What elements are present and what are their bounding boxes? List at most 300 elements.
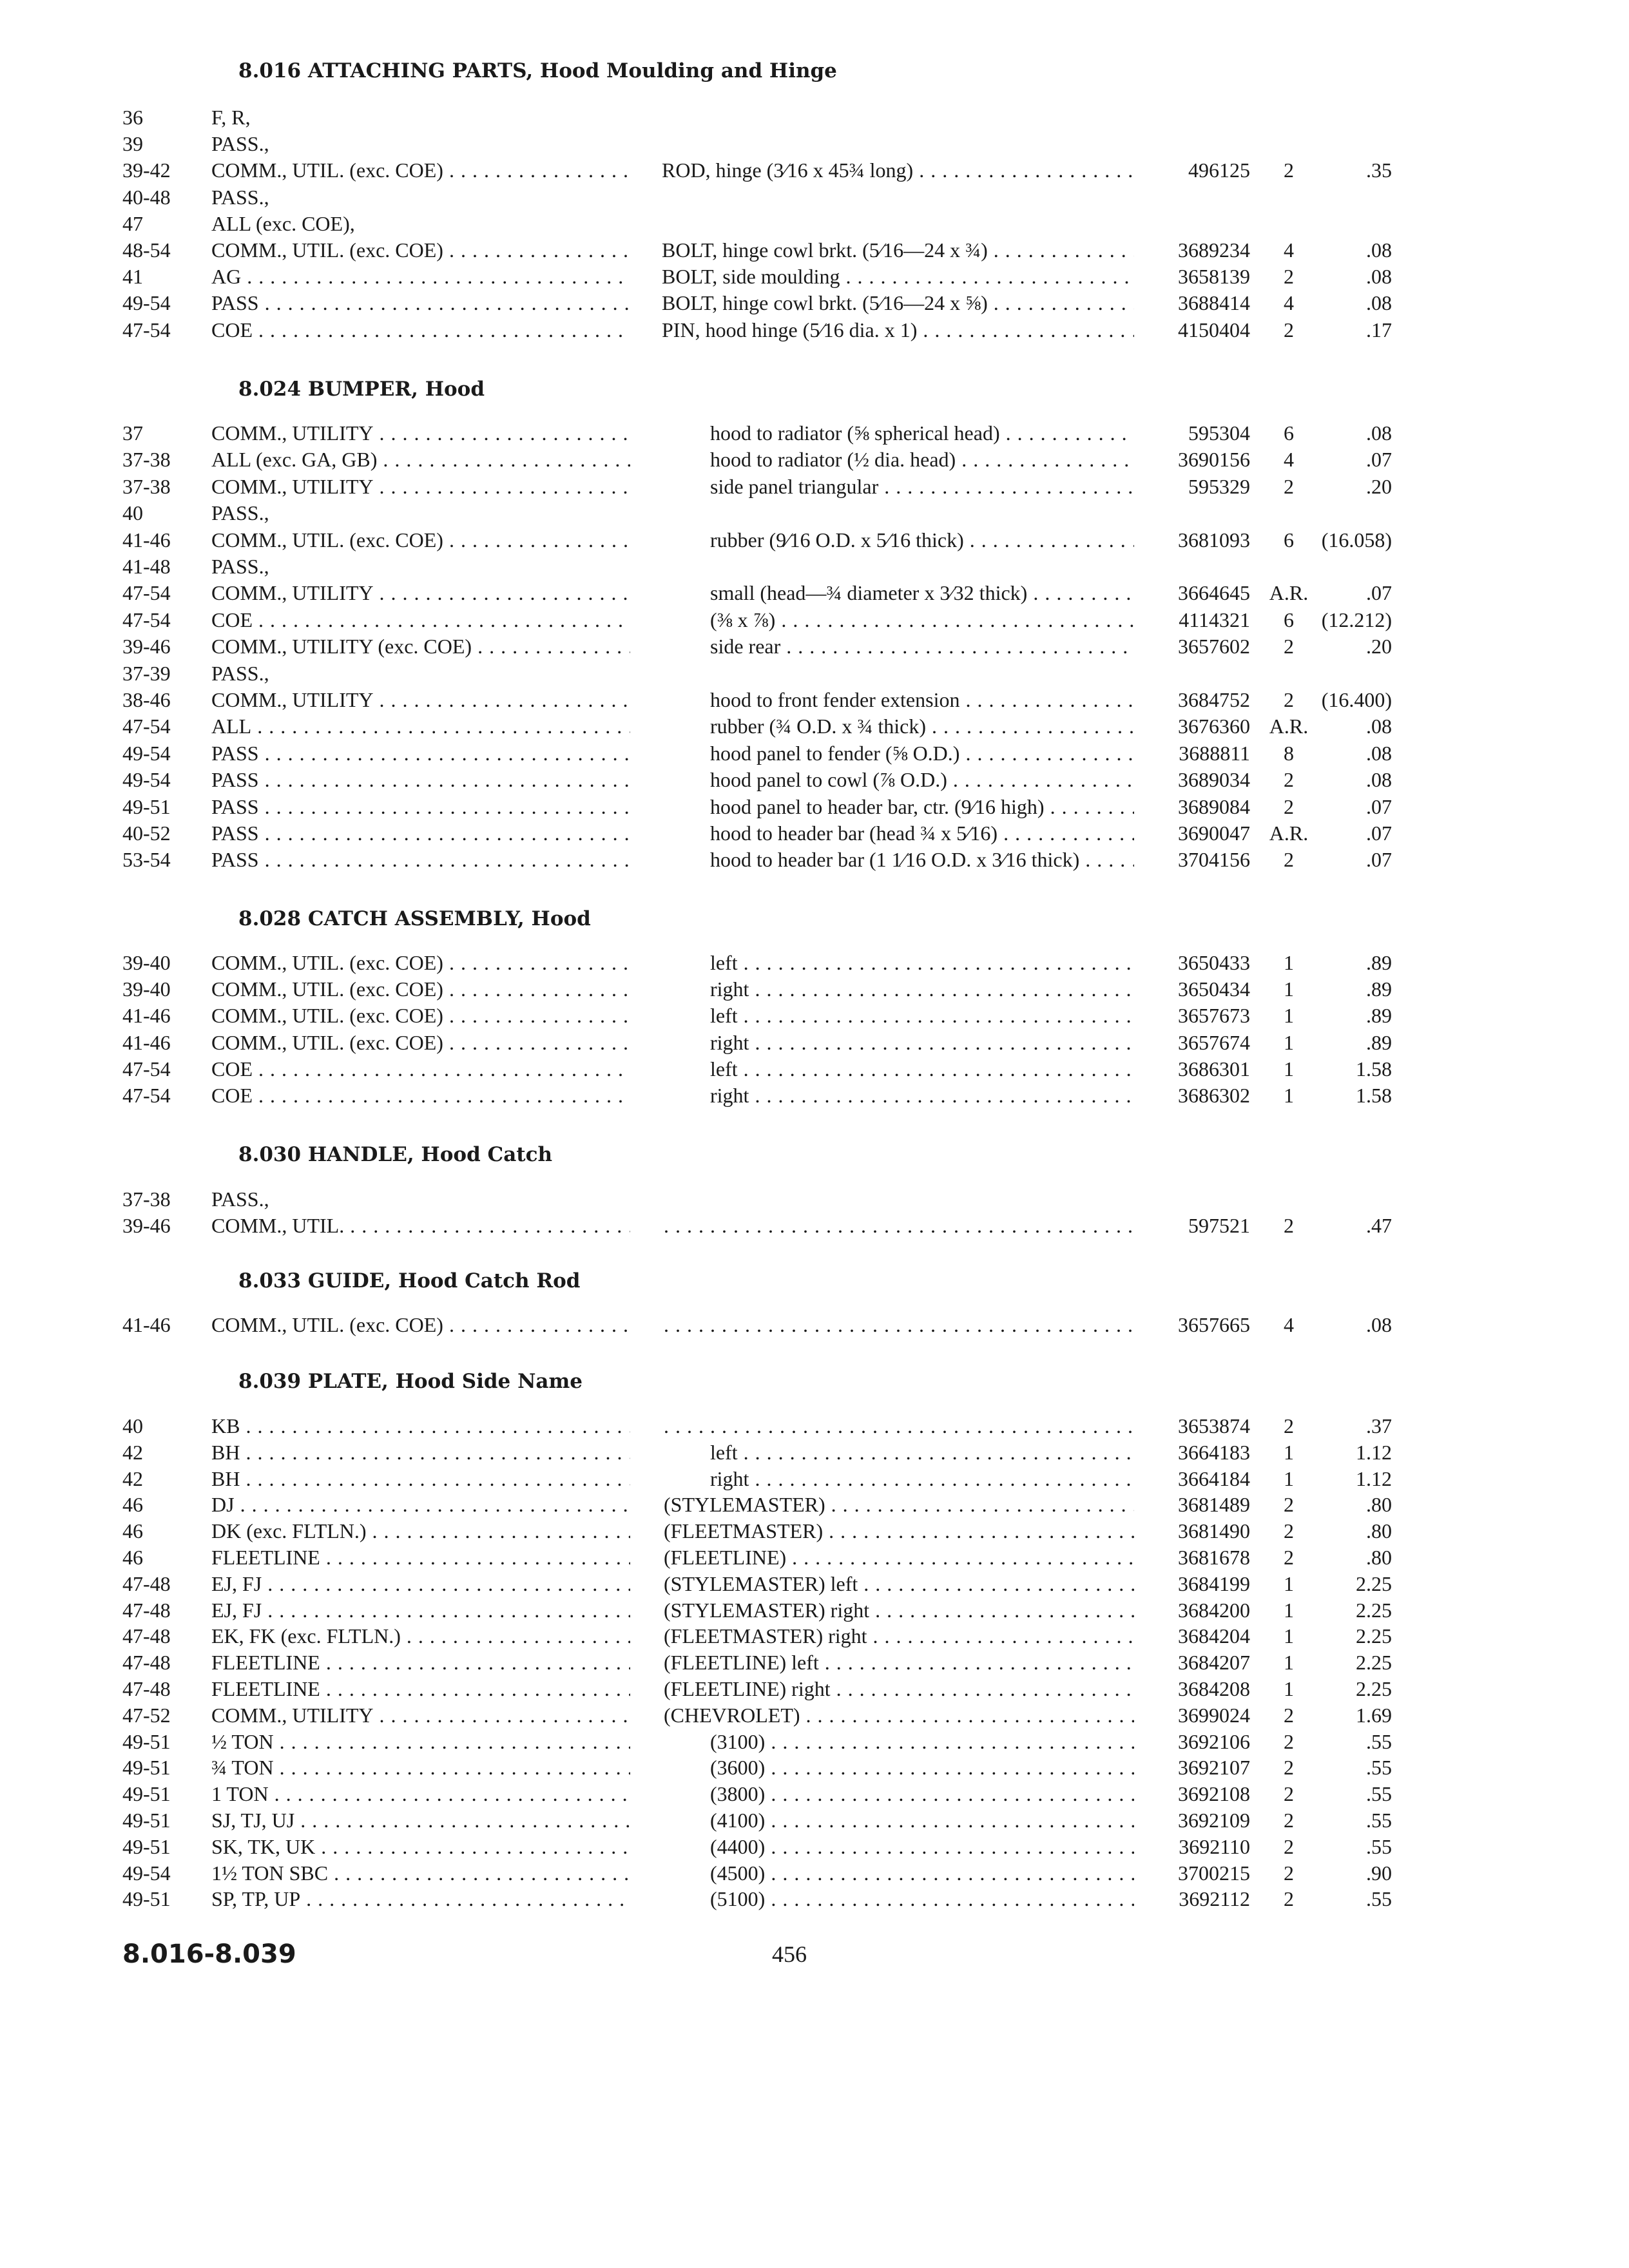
row-price: 1.12 (1356, 1441, 1392, 1464)
row-description: BOLT, hinge cowl brkt. (5⁄16—24 x ¾) . . . (662, 238, 1134, 262)
row-quantity: 2 (1284, 1887, 1294, 1910)
row-year: 39-40 (122, 977, 171, 1001)
row-part-number: 3657665 (1178, 1313, 1250, 1336)
row-year: 41 (122, 265, 143, 288)
row-model: COMM., UTIL. (exc. COE) . . . (211, 238, 630, 262)
row-quantity: 2 (1284, 1809, 1294, 1832)
row-model: COMM., UTIL. (exc. COE) . . . (211, 977, 630, 1001)
row-description: (4100) . . . (710, 1809, 1134, 1832)
table-row (0, 768, 1629, 794)
table-row (0, 555, 1629, 581)
row-year: 49-51 (122, 795, 171, 818)
row-description: left . . . (710, 951, 1134, 975)
row-model: EJ, FJ . . . (211, 1599, 630, 1622)
row-part-number: 3676360 (1178, 715, 1250, 738)
row-model: PASS., (211, 186, 269, 209)
row-quantity: 1 (1284, 1084, 1294, 1107)
row-year: 48-54 (122, 238, 171, 262)
row-description: hood to radiator (½ dia. head) . . . (710, 448, 1134, 472)
row-model: FLEETLINE . . . (211, 1651, 630, 1675)
row-model: FLEETLINE . . . (211, 1546, 630, 1570)
row-model: COMM., UTIL. . . . (211, 1214, 630, 1238)
row-model: COMM., UTILITY (exc. COE) . . . (211, 635, 630, 658)
table-row (0, 1493, 1629, 1519)
row-year: 41-48 (122, 555, 171, 578)
row-price: .89 (1366, 951, 1392, 974)
row-model: BH . . . (211, 1467, 630, 1491)
row-quantity: 1 (1284, 1467, 1294, 1490)
table-row (0, 1572, 1629, 1599)
table-row (0, 1756, 1629, 1782)
row-description: (CHEVROLET) . . . (664, 1704, 1134, 1727)
row-price: .37 (1366, 1414, 1392, 1437)
row-quantity: 2 (1284, 795, 1294, 818)
table-row (0, 1624, 1629, 1651)
row-quantity: 2 (1284, 1519, 1294, 1542)
row-part-number: 3657674 (1178, 1031, 1250, 1054)
row-description: BOLT, side moulding . . . (662, 265, 1134, 289)
row-description: PIN, hood hinge (5⁄16 dia. x 1) . . . (662, 318, 1134, 342)
row-description: hood to header bar (head ¾ x 5⁄16) . . . (710, 822, 1134, 845)
row-description: side panel triangular . . . (710, 475, 1134, 499)
row-model: ALL . . . (211, 715, 630, 738)
row-price: .17 (1366, 318, 1392, 341)
table-row (0, 1214, 1629, 1240)
row-model: SJ, TJ, UJ . . . (211, 1809, 630, 1832)
footer-page-number: 456 (772, 1941, 807, 1967)
table-row (0, 1782, 1629, 1809)
row-year: 47-54 (122, 608, 171, 631)
table-row (0, 528, 1629, 555)
row-description: ROD, hinge (3⁄16 x 45¾ long) . . . (662, 159, 1134, 182)
row-model: DJ . . . (211, 1493, 630, 1517)
table-row (0, 1599, 1629, 1625)
row-price: .55 (1366, 1756, 1392, 1779)
row-price: 1.58 (1356, 1057, 1392, 1081)
table-row (0, 608, 1629, 635)
row-part-number: 3681490 (1178, 1519, 1250, 1542)
table-row (0, 977, 1629, 1004)
row-year: 39-46 (122, 1214, 171, 1237)
row-model: COMM., UTIL. (exc. COE) . . . (211, 528, 630, 552)
table-row (0, 688, 1629, 715)
row-description: rubber (¾ O.D. x ¾ thick) . . . (710, 715, 1134, 738)
row-model: COMM., UTILITY . . . (211, 1704, 630, 1727)
row-price: .08 (1366, 265, 1392, 288)
table-row (0, 212, 1629, 238)
row-price: .07 (1366, 448, 1392, 471)
row-description: right . . . (710, 1467, 1134, 1491)
row-part-number: 3684200 (1178, 1599, 1250, 1622)
row-quantity: 2 (1284, 1704, 1294, 1727)
row-part-number: 3686301 (1178, 1057, 1250, 1081)
section-title: 8.039 PLATE, Hood Side Name (238, 1370, 583, 1393)
row-model: 1 TON . . . (211, 1782, 630, 1806)
table-row (0, 1187, 1629, 1214)
row-part-number: 3692109 (1178, 1809, 1250, 1832)
row-year: 47-48 (122, 1599, 171, 1622)
row-model: COE . . . (211, 318, 630, 342)
footer-section-range: 8.016-8.039 (122, 1939, 296, 1969)
row-price: .89 (1366, 977, 1392, 1001)
row-model: DK (exc. FLTLN.) . . . (211, 1519, 630, 1543)
row-year: 37 (122, 421, 143, 445)
table-row (0, 1414, 1629, 1441)
row-price: .07 (1366, 795, 1392, 818)
row-price: .07 (1366, 848, 1392, 871)
table-row (0, 1057, 1629, 1084)
row-year: 39-40 (122, 951, 171, 974)
row-price: .08 (1366, 1313, 1392, 1336)
row-year: 47-48 (122, 1624, 171, 1648)
section-title: 8.028 CATCH ASSEMBLY, Hood (238, 907, 591, 930)
row-model: BH . . . (211, 1441, 630, 1465)
row-description: hood to radiator (⅝ spherical head) . . . (710, 421, 1134, 445)
row-quantity: 2 (1284, 475, 1294, 498)
row-price: .55 (1366, 1730, 1392, 1753)
row-price: .08 (1366, 291, 1392, 314)
row-part-number: 3692106 (1178, 1730, 1250, 1753)
row-quantity: 1 (1284, 1651, 1294, 1674)
row-year: 49-54 (122, 1861, 171, 1885)
row-year: 39-46 (122, 635, 171, 658)
table-row (0, 1031, 1629, 1057)
row-year: 49-51 (122, 1835, 171, 1858)
row-model: PASS., (211, 662, 269, 685)
row-year: 36 (122, 106, 143, 129)
table-row (0, 848, 1629, 874)
row-year: 47-54 (122, 318, 171, 341)
row-year: 40 (122, 1414, 143, 1437)
row-part-number: 3689234 (1178, 238, 1250, 262)
row-price: .89 (1366, 1004, 1392, 1027)
row-description: (4500) . . . (710, 1861, 1134, 1885)
table-row (0, 1835, 1629, 1861)
row-quantity: 4 (1284, 448, 1294, 471)
row-quantity: 8 (1284, 742, 1294, 765)
row-price: .55 (1366, 1835, 1392, 1858)
row-description: (FLEETLINE) . . . (664, 1546, 1134, 1570)
row-description: hood to header bar (1 1⁄16 O.D. x 3⁄16 thick) . . . (710, 848, 1134, 872)
table-row (0, 1519, 1629, 1546)
row-description: hood panel to header bar, ctr. (9⁄16 high) . . . (710, 795, 1134, 819)
table-row (0, 662, 1629, 688)
row-price: .89 (1366, 1031, 1392, 1054)
row-price: .08 (1366, 421, 1392, 445)
row-price: .08 (1366, 768, 1392, 791)
row-price: .90 (1366, 1861, 1392, 1885)
table-row (0, 448, 1629, 474)
table-row (0, 501, 1629, 528)
table-row (0, 1084, 1629, 1110)
row-quantity: 2 (1284, 265, 1294, 288)
row-description: (FLEETLINE) right . . . (664, 1677, 1134, 1701)
row-year: 49-54 (122, 742, 171, 765)
row-model: ½ TON . . . (211, 1730, 630, 1754)
row-model: COE . . . (211, 1057, 630, 1081)
row-quantity: 2 (1284, 1214, 1294, 1237)
row-part-number: 3684204 (1178, 1624, 1250, 1648)
row-model: PASS . . . (211, 848, 630, 872)
row-description: (5100) . . . (710, 1887, 1134, 1911)
row-part-number: 3650434 (1178, 977, 1250, 1001)
row-price: 2.25 (1356, 1651, 1392, 1674)
row-part-number: 3650433 (1178, 951, 1250, 974)
row-quantity: 1 (1284, 1624, 1294, 1648)
row-description: left . . . (710, 1004, 1134, 1028)
row-description: left . . . (710, 1441, 1134, 1465)
row-year: 49-51 (122, 1887, 171, 1910)
row-year: 47 (122, 212, 143, 235)
table-row (0, 822, 1629, 848)
row-year: 47-54 (122, 1057, 171, 1081)
row-year: 47-52 (122, 1704, 171, 1727)
table-row (0, 1441, 1629, 1467)
row-part-number: 3657673 (1178, 1004, 1250, 1027)
row-price: .08 (1366, 715, 1392, 738)
row-year: 39-42 (122, 159, 171, 182)
row-quantity: 1 (1284, 1031, 1294, 1054)
row-quantity: 2 (1284, 848, 1294, 871)
table-row (0, 1313, 1629, 1340)
row-model: COMM., UTIL. (exc. COE) . . . (211, 159, 630, 182)
row-year: 47-48 (122, 1677, 171, 1700)
row-part-number: 3692110 (1179, 1835, 1250, 1858)
row-quantity: 2 (1284, 1782, 1294, 1805)
row-price: .47 (1366, 1214, 1392, 1237)
row-part-number: 3681093 (1178, 528, 1250, 552)
row-part-number: 4150404 (1178, 318, 1250, 341)
row-description: (3800) . . . (710, 1782, 1134, 1806)
table-row (0, 951, 1629, 977)
row-quantity: 6 (1284, 421, 1294, 445)
row-quantity: 6 (1284, 608, 1294, 631)
table-row (0, 1651, 1629, 1677)
row-model: PASS . . . (211, 742, 630, 765)
row-description: (FLEETMASTER) . . . (664, 1519, 1134, 1543)
row-model: COMM., UTILITY . . . (211, 475, 630, 499)
row-price: 2.25 (1356, 1624, 1392, 1648)
row-quantity: 4 (1284, 238, 1294, 262)
row-model: COE . . . (211, 608, 630, 632)
row-quantity: 2 (1284, 318, 1294, 341)
row-price: .80 (1366, 1519, 1392, 1542)
row-model: COMM., UTIL. (exc. COE) . . . (211, 951, 630, 975)
table-row (0, 238, 1629, 265)
row-part-number: 3699024 (1178, 1704, 1250, 1727)
table-row (0, 715, 1629, 741)
table-row (0, 1887, 1629, 1914)
row-year: 41-46 (122, 528, 171, 552)
row-model: EK, FK (exc. FLTLN.) . . . (211, 1624, 630, 1648)
row-description (664, 1414, 1134, 1438)
row-price: 1.12 (1356, 1467, 1392, 1490)
row-year: 41-46 (122, 1313, 171, 1336)
row-model: PASS., (211, 1187, 269, 1211)
row-quantity: 2 (1284, 688, 1294, 711)
row-year: 49-51 (122, 1782, 171, 1805)
row-model: PASS., (211, 555, 269, 578)
row-year: 40-48 (122, 186, 171, 209)
row-price: .07 (1366, 822, 1392, 845)
row-quantity: 1 (1284, 1441, 1294, 1464)
row-part-number: 3688414 (1178, 291, 1250, 314)
row-year: 49-54 (122, 291, 171, 314)
row-quantity: 1 (1284, 1572, 1294, 1595)
row-part-number: 3688811 (1179, 742, 1250, 765)
row-model: COE . . . (211, 1084, 630, 1108)
row-description: (⅜ x ⅞) . . . (710, 608, 1134, 632)
row-description: right . . . (710, 1031, 1134, 1055)
row-part-number: 3684207 (1178, 1651, 1250, 1674)
row-year: 37-38 (122, 448, 171, 471)
row-part-number: 3704156 (1178, 848, 1250, 871)
row-year: 40 (122, 501, 143, 524)
table-row (0, 1809, 1629, 1835)
row-quantity: A.R. (1269, 715, 1309, 738)
row-quantity: 2 (1284, 1414, 1294, 1437)
row-description: (STYLEMASTER) right . . . (664, 1599, 1134, 1622)
row-quantity: 2 (1284, 1493, 1294, 1516)
table-row (0, 1730, 1629, 1756)
row-year: 47-54 (122, 581, 171, 604)
row-price: (16.400) (1321, 688, 1392, 711)
row-model: ALL (exc. GA, GB) . . . (211, 448, 630, 472)
row-year: 49-51 (122, 1756, 171, 1779)
row-model: PASS., (211, 132, 269, 155)
row-quantity: 1 (1284, 1057, 1294, 1081)
row-model: COMM., UTILITY . . . (211, 688, 630, 712)
row-description: hood panel to cowl (⅞ O.D.) . . . (710, 768, 1134, 792)
row-part-number: 3684199 (1178, 1572, 1250, 1595)
row-price: .55 (1366, 1809, 1392, 1832)
row-part-number: 3684208 (1178, 1677, 1250, 1700)
row-quantity: 1 (1284, 1599, 1294, 1622)
row-model: SP, TP, UP . . . (211, 1887, 630, 1911)
row-description: (FLEETMASTER) right . . . (664, 1624, 1134, 1648)
row-part-number: 3664183 (1178, 1441, 1250, 1464)
table-row (0, 159, 1629, 185)
row-model: COMM., UTILITY . . . (211, 581, 630, 605)
table-row (0, 1704, 1629, 1730)
row-model: PASS . . . (211, 822, 630, 845)
table-row (0, 106, 1629, 132)
row-part-number: 4114321 (1179, 608, 1250, 631)
row-part-number: 597521 (1188, 1214, 1250, 1237)
row-price: .80 (1366, 1546, 1392, 1569)
row-year: 42 (122, 1467, 143, 1490)
row-price: .55 (1366, 1782, 1392, 1805)
row-year: 41-46 (122, 1031, 171, 1054)
row-description: hood to front fender extension . . . (710, 688, 1134, 712)
row-year: 49-54 (122, 768, 171, 791)
row-description (664, 1313, 1134, 1337)
row-model: COMM., UTIL. (exc. COE) . . . (211, 1313, 630, 1337)
row-part-number: 3686302 (1178, 1084, 1250, 1107)
table-row (0, 421, 1629, 448)
row-year: 49-51 (122, 1730, 171, 1753)
row-description: (STYLEMASTER) left . . . (664, 1572, 1134, 1596)
row-description: (3100) . . . (710, 1730, 1134, 1754)
row-quantity: 2 (1284, 635, 1294, 658)
row-part-number: 3700215 (1178, 1861, 1250, 1885)
row-quantity: 2 (1284, 1730, 1294, 1753)
row-year: 37-39 (122, 662, 171, 685)
row-quantity: 2 (1284, 1756, 1294, 1779)
row-price: .20 (1366, 475, 1392, 498)
row-quantity: 1 (1284, 977, 1294, 1001)
row-quantity: 4 (1284, 1313, 1294, 1336)
row-model: SK, TK, UK . . . (211, 1835, 630, 1859)
row-year: 47-48 (122, 1572, 171, 1595)
row-description: rubber (9⁄16 O.D. x 5⁄16 thick) . . . (710, 528, 1134, 552)
row-price: .80 (1366, 1493, 1392, 1516)
table-row (0, 635, 1629, 661)
row-year: 37-38 (122, 1187, 171, 1211)
row-year: 46 (122, 1493, 143, 1516)
table-row (0, 795, 1629, 822)
row-part-number: 3689034 (1178, 768, 1250, 791)
row-description: side rear . . . (710, 635, 1134, 658)
row-description: (FLEETLINE) left . . . (664, 1651, 1134, 1675)
row-description: left . . . (710, 1057, 1134, 1081)
row-price: .35 (1366, 159, 1392, 182)
row-quantity: A.R. (1269, 581, 1309, 604)
table-row (0, 742, 1629, 768)
row-model: COMM., UTIL. (exc. COE) . . . (211, 1031, 630, 1055)
row-price: 1.69 (1356, 1704, 1392, 1727)
row-quantity: 2 (1284, 1861, 1294, 1885)
row-part-number: 3658139 (1178, 265, 1250, 288)
row-model: PASS., (211, 501, 269, 524)
row-year: 49-51 (122, 1809, 171, 1832)
row-year: 38-46 (122, 688, 171, 711)
row-part-number: 3689084 (1178, 795, 1250, 818)
table-row (0, 1546, 1629, 1572)
table-row (0, 581, 1629, 608)
row-year: 46 (122, 1546, 143, 1569)
row-price: 2.25 (1356, 1599, 1392, 1622)
row-year: 39 (122, 132, 143, 155)
row-model: EJ, FJ . . . (211, 1572, 630, 1596)
row-year: 42 (122, 1441, 143, 1464)
row-price: 2.25 (1356, 1572, 1392, 1595)
table-row (0, 1467, 1629, 1494)
row-model: 1½ TON SBC . . . (211, 1861, 630, 1885)
row-price: .20 (1366, 635, 1392, 658)
row-year: 53-54 (122, 848, 171, 871)
row-part-number: 3690156 (1178, 448, 1250, 471)
row-model: PASS . . . (211, 291, 630, 315)
row-model: F, R, (211, 106, 251, 129)
row-price: (12.212) (1321, 608, 1392, 631)
row-description: hood panel to fender (⅝ O.D.) . . . (710, 742, 1134, 765)
row-description (664, 1214, 1134, 1238)
row-price: .55 (1366, 1887, 1392, 1910)
row-quantity: 1 (1284, 1004, 1294, 1027)
row-quantity: 2 (1284, 1546, 1294, 1569)
table-row (0, 265, 1629, 291)
section-title: 8.033 GUIDE, Hood Catch Rod (238, 1269, 581, 1293)
row-price: .08 (1366, 238, 1392, 262)
row-year: 46 (122, 1519, 143, 1542)
row-price: .08 (1366, 742, 1392, 765)
row-part-number: 3692112 (1179, 1887, 1250, 1910)
row-price: 1.58 (1356, 1084, 1392, 1107)
row-quantity: 2 (1284, 768, 1294, 791)
row-price: .07 (1366, 581, 1392, 604)
section-title: 8.024 BUMPER, Hood (238, 378, 485, 401)
